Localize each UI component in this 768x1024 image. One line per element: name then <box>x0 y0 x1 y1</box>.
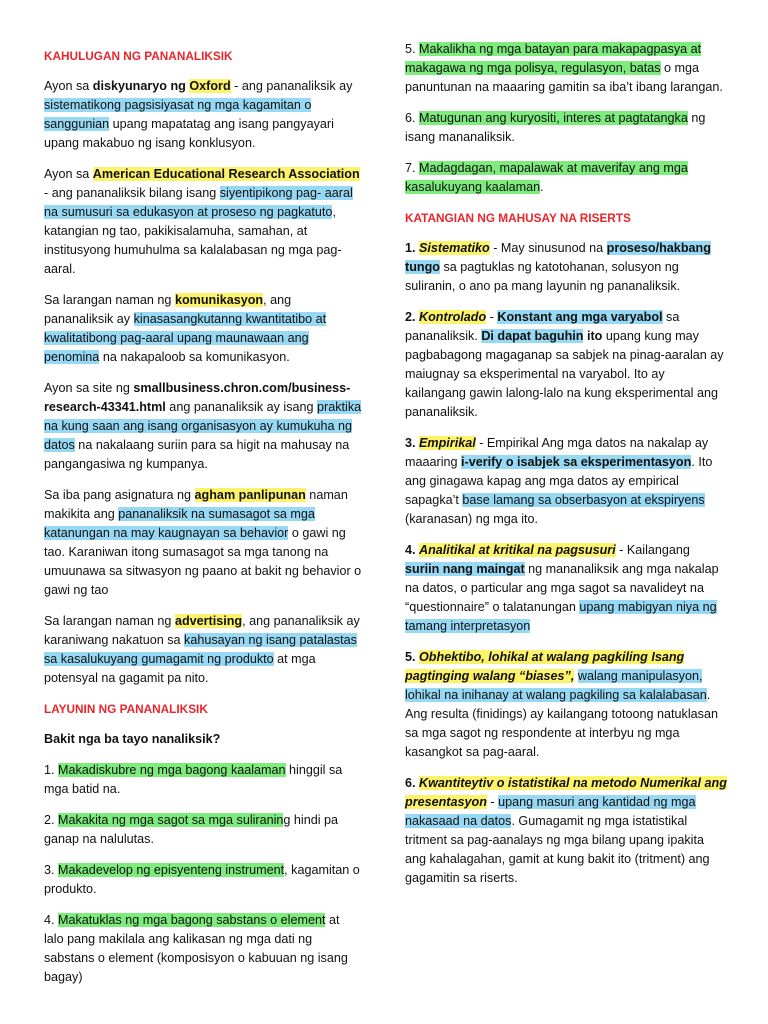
highlight-green: Matugunan ang kuryositi, interes at pagtatangka <box>419 111 688 125</box>
text: sa pagtuklas ng katotohanan, solusyon ng suliranin, o ano pa mang layunin ng pananaliksik. <box>405 260 681 293</box>
left-column <box>44 40 362 999</box>
highlight-yellow: komunikasyon <box>174 293 264 307</box>
text: , ang pananaliksik ay <box>44 293 292 326</box>
highlight-blue: base lamang sa obserbasyon at ekspiryens <box>462 493 705 507</box>
highlight-blue: proseso/hakbang tungo <box>405 241 711 274</box>
paragraph-komunikasyon <box>44 291 362 367</box>
text: o gawi ng tao. Karaniwan itong sumasagot sa mga tanong na umuunawa sa sitwasyon ng paano at bakit ng behavior o gawi ng tao <box>44 526 362 597</box>
text: , ang pananaliksik ay karaniwang nakatuon sa <box>44 614 360 647</box>
highlight-yellow: Analitikal at kritikal na pagsusuri <box>419 543 616 557</box>
highlight-yellow: Sistematiko <box>419 241 490 255</box>
section-heading-layunin: LAYUNIN NG PANANALIKSIK <box>44 702 208 716</box>
highlight-yellow: American Educational Research Association <box>92 167 360 181</box>
characteristic-item <box>405 434 727 529</box>
characteristic-item <box>405 239 727 296</box>
text: 7. <box>405 161 420 175</box>
text-bold: 2. <box>405 310 420 324</box>
text: 6. <box>405 111 420 125</box>
highlight-green: Makatuklas ng mga bagong sabstans o element <box>58 913 326 927</box>
text: - May sinusunod na <box>489 241 607 255</box>
highlight-green: Madagdagan, mapalawak at maverifay ang mga kasalukuyang kaalaman <box>405 161 688 194</box>
text: 3. <box>44 863 59 877</box>
paragraph-oxford <box>44 77 362 153</box>
highlight-blue: upang masuri ang kantidad ng mga nakasaad na datos <box>405 795 696 828</box>
section-heading-kahulugan: KAHULUGAN NG PANANALIKSIK <box>44 49 233 63</box>
right-column <box>405 40 727 900</box>
text: Ayon sa site ng <box>44 381 134 395</box>
characteristic-item <box>405 541 727 636</box>
text: 4. <box>44 913 59 927</box>
text: at lalo pang makilala ang kalikasan ng mga dati ng sabstans o element (komposisyon o kabuuan ng isang bagay) <box>44 913 348 984</box>
highlight-green: Makalikha ng mga batayan para makapagpasya at makagawa ng mga polisya, regulasyon, batas <box>405 42 702 75</box>
list-item <box>405 159 727 197</box>
text: Sa iba pang asignatura ng <box>44 488 195 502</box>
question-heading: Bakit nga ba tayo nanaliksik? <box>44 732 221 746</box>
highlight-blue: kahusayan ng isang patalastas sa kasalukuyang gumagamit ng produkto <box>44 633 357 666</box>
text: at mga potensyal na gagamit pa nito. <box>44 652 316 685</box>
highlight-yellow: Oxford <box>189 79 231 93</box>
characteristic-item <box>405 308 727 422</box>
highlight-green: Makadevelop ng episyenteng instrument <box>58 863 285 877</box>
paragraph-advertising <box>44 612 362 688</box>
text: - Kailangang <box>615 543 690 557</box>
text: hinggil sa mga batid na. <box>44 763 343 796</box>
text: Sa larangan naman ng <box>44 293 175 307</box>
list-item <box>44 861 362 899</box>
text: - ang pananaliksik ay <box>230 79 353 93</box>
highlight-yellow: agham panlipunan <box>194 488 306 502</box>
text: 2. <box>44 813 59 827</box>
text: ng mananaliksik ang mga nakalap na datos, o particular ang mga sagot sa navalideyt na “questionnaire” o talatanungan <box>405 562 719 614</box>
text: 1. <box>44 763 59 777</box>
text-bold: 4. <box>405 543 420 557</box>
text: (karanasan) ng mga ito. <box>405 512 539 526</box>
list-item <box>405 109 727 147</box>
list-item <box>405 40 727 97</box>
section-heading-katangian: KATANGIAN NG MAHUSAY NA RISERTS <box>405 211 631 225</box>
text: o mga panuntunan na maaaring gamitin sa iba’t ibang larangan. <box>405 61 723 94</box>
highlight-yellow: Empirikal <box>419 436 476 450</box>
highlight-green: Makadiskubre ng mga bagong kaalaman <box>58 763 286 777</box>
text: g hindi pa ganap na nalulutas. <box>44 813 339 846</box>
text: , katangian ng tao, pakikisalamuha, samahan, at institusyong humuhulma sa kalalabasan ng mga pag-aaral. <box>44 205 342 276</box>
highlight-blue: i-verify o isabjek sa eksperimentasyon <box>461 455 692 469</box>
highlight-blue: pananaliksik na sumasagot sa mga katanungan na may kaugnayan sa behavior <box>44 507 315 540</box>
text-bold: diskyunaryo ng <box>92 79 190 93</box>
highlight-blue: Konstant ang mga varyabol <box>497 310 663 324</box>
highlight-blue: sistematikong pagsisiyasat ng mga kagamitan o sanggunian <box>44 98 312 131</box>
text: , kagamitan o produkto. <box>44 863 360 896</box>
text-bold: smallbusiness.chron.com/business-research-43341.html <box>44 381 351 414</box>
text: upang mapatatag ang isang pangyayari upang makabuo ng isang konklusyon. <box>44 117 334 150</box>
text-bold: 1. <box>405 241 420 255</box>
text: sa pananaliksik. <box>405 310 680 343</box>
text: ang pananaliksik ay isang <box>165 400 318 414</box>
text: . <box>540 180 544 194</box>
text: . Ito ang ginagawa kapag ang mga datos ay empirical sapagka’t <box>405 455 713 507</box>
characteristic-item <box>405 648 727 762</box>
text: na nakapaloob sa komunikasyon. <box>99 350 290 364</box>
paragraph-agham-panlipunan <box>44 486 362 600</box>
text-bold: 3. <box>405 436 420 450</box>
text-bold: ito <box>586 329 603 343</box>
highlight-yellow: advertising <box>174 614 243 628</box>
paragraph-aera <box>44 165 362 279</box>
highlight-blue: upang mabigyan niya ng tamang interpretasyon <box>405 600 717 633</box>
text-bold: 5. <box>405 650 420 664</box>
list-item <box>44 811 362 849</box>
text: . Ang resulta (finidings) ay kailangang totoong natuklasan sa mga sagot ng respondente at interbyu ng mga kasangkot sa pag-aaral. <box>405 688 718 759</box>
paragraph-smallbusiness <box>44 379 362 474</box>
highlight-blue: kinasasangkutanng kwantitatibo at kwalitatibong pag-aaral upang maunawaan ang penomina <box>44 312 327 364</box>
highlight-yellow: Kwantiteytiv o istatistikal na metodo Numerikal ang presentasyon <box>405 776 727 809</box>
text: - Empirikal Ang mga datos na nakalap ay maaaring <box>405 436 709 469</box>
text: ng isang mananaliksik. <box>405 111 706 144</box>
text: Sa larangan naman ng <box>44 614 175 628</box>
highlight-blue: suriin nang maingat <box>405 562 525 576</box>
highlight-blue: Di dapat baguhin <box>481 329 584 343</box>
text: - <box>486 310 498 324</box>
characteristic-item <box>405 774 727 888</box>
text: - ang pananaliksik bilang isang <box>44 186 220 200</box>
text: naman makikita ang <box>44 488 348 521</box>
text-bold: 6. <box>405 776 420 790</box>
highlight-green: Makakita ng mga sagot sa mga suliranin <box>58 813 284 827</box>
list-item <box>44 911 362 987</box>
highlight-blue: praktika na kung saan ang isang organisasyon ay kumukuha ng datos <box>44 400 362 452</box>
highlight-blue: siyentipikong pag- aaral na sumusuri sa edukasyon at proseso ng pagkatuto <box>44 186 353 219</box>
text: Ayon sa <box>44 167 93 181</box>
text: - <box>486 795 499 809</box>
highlight-yellow: Kontrolado <box>419 310 487 324</box>
list-item <box>44 761 362 799</box>
text: na nakalaang suriin para sa higit na mahusay na pangangasiwa ng kumpanya. <box>44 438 350 471</box>
highlight-yellow: Obhektibo, lohikal at walang pagkiling Isang pagtinging walang “biases”, <box>405 650 685 683</box>
text: upang kung may pagbabagong magaganap sa sabjek na pinag-aaralan ay maiugnay sa eksperimental na varyabol. Ito ay kailangang gawin lalong-lalo na kung eksperimental ang pananaliksik. <box>405 329 724 419</box>
text: . Gumagamit ng mga istatistikal tritment sa pag-aanalays ng mga bilang upang ipakita ang kahalagahan, gamit at kung bakit ito (tritment) ang gagamitin sa riserts. <box>405 814 710 885</box>
text: Ayon sa <box>44 79 93 93</box>
highlight-blue: walang manipulasyon, lohikal na inihanay at walang pagkiling sa kalalabasan <box>405 669 707 702</box>
text: 5. <box>405 42 420 56</box>
